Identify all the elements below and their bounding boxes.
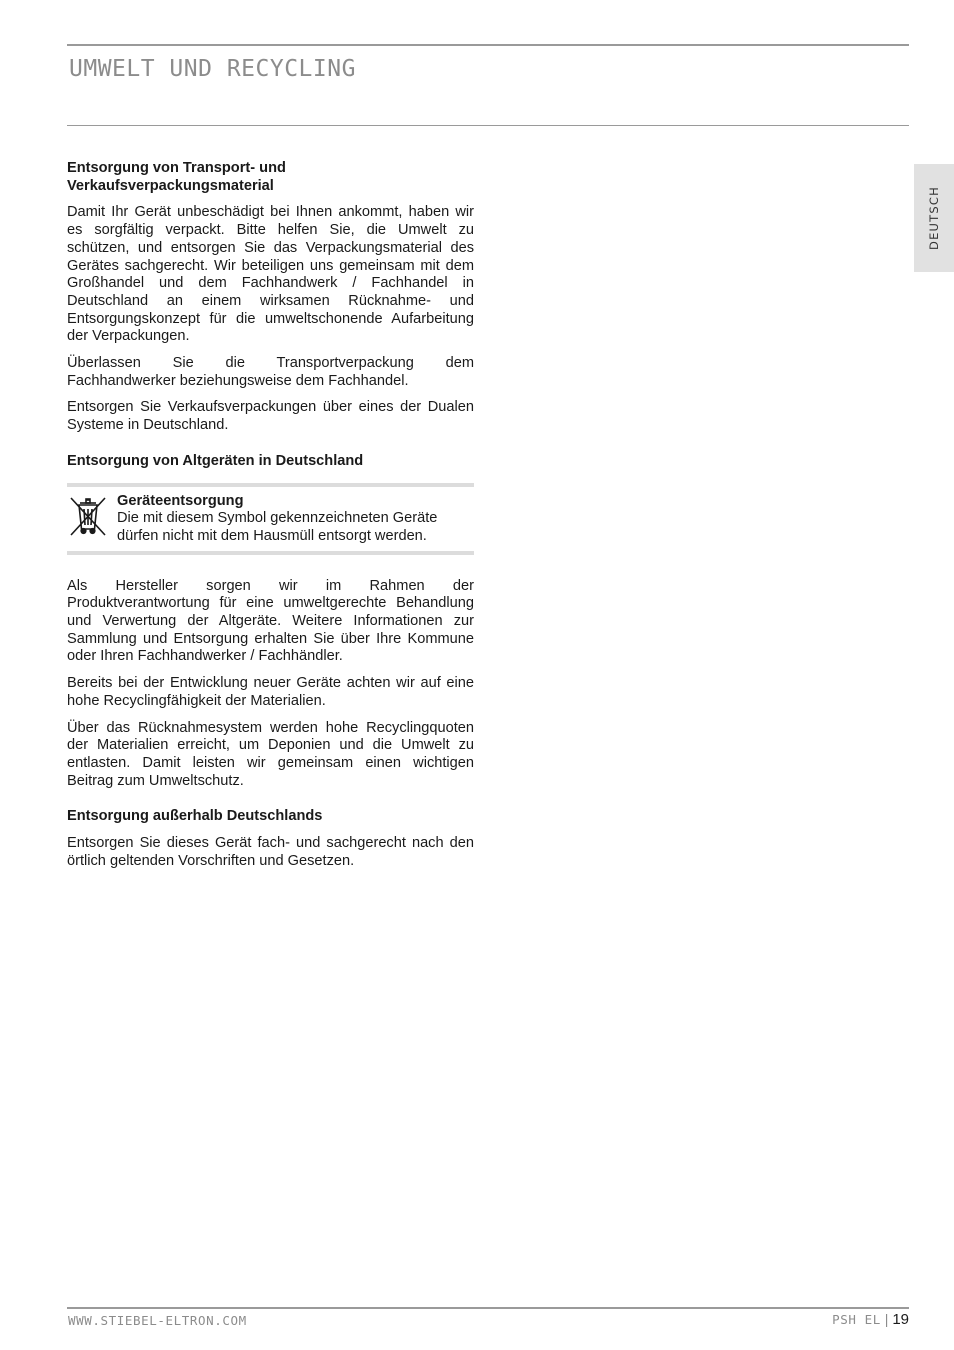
crossed-out-wheelie-bin-icon — [67, 493, 113, 543]
disposal-notice — [67, 483, 474, 555]
paragraph: Entsorgen Sie dieses Gerät fach- und sachgerecht nach den örtlich geltenden Vorschriften und Gesetzen. — [67, 835, 474, 869]
notice-title: Geräteentsorgung — [117, 492, 244, 509]
footer-rule — [67, 1307, 909, 1309]
paragraph: Bereits bei der Entwicklung neuer Geräte achten wir auf eine hohe Recyclingfähigkeit der Materialien. — [67, 675, 474, 709]
main-content — [67, 160, 474, 880]
language-tab — [914, 164, 954, 272]
section-old-devices-germany — [67, 453, 474, 791]
footer-page-info — [832, 1311, 909, 1328]
section-packaging-disposal — [67, 160, 474, 435]
section-heading: Entsorgung außerhalb Deutschlands — [67, 808, 323, 825]
paragraph: Damit Ihr Gerät unbeschädigt bei Ihnen ankommt, haben wir es sorgfältig verpackt. Bitte helfen Sie, die Umwelt zu schützen, und entsorgen Sie das Verpackungsmaterial des Gerätes sachgerecht. Wir beteiligen uns gemeinsam mit dem Großhandel und dem Fachhandwerk / Fachhandel in Deutschland an einem wirksamen Rücknahme- und Entsorgungskonzept für die umweltschonende Aufarbeitung der Verpackungen. — [67, 204, 474, 345]
footer-url: WWW.STIEBEL-ELTRON.COM — [68, 1313, 247, 1328]
paragraph: Als Hersteller sorgen wir im Rahmen der Produktverantwortung für eine umweltgerechte Behandlung und Verwertung der Altgeräte. Weitere Informationen zur Sammlung und Entsorgung erhalten Sie über Ihre Kommune oder Ihren Fachhandwerker / Fachhändler. — [67, 577, 474, 665]
notice-text — [113, 493, 474, 546]
footer-separator: | — [884, 1311, 889, 1327]
section-outside-germany — [67, 808, 474, 870]
page-number: 19 — [892, 1311, 909, 1328]
paragraph: Über das Rücknahmesystem werden hohe Recyclingquoten der Materialien erreicht, um Deponien und die Umwelt zu entlasten. Damit leisten wir gemeinsam einen wichtigen Beitrag zum Umweltschutz. — [67, 719, 474, 789]
page-title: UMWELT UND RECYCLING — [69, 56, 356, 82]
paragraph: Entsorgen Sie Verkaufsverpackungen über eines der Dualen Systeme in Deutschland. — [67, 399, 474, 434]
notice-body: Die mit diesem Symbol gekennzeichneten Geräte dürfen nicht mit dem Hausmüll entsorgt werden. — [117, 510, 438, 544]
language-tab-label: DEUTSCH — [927, 186, 941, 250]
title-rule — [67, 125, 909, 126]
footer-product: PSH EL — [832, 1312, 881, 1327]
section-heading: Entsorgung von Transport- und Verkaufsverpackungsmaterial — [67, 160, 286, 194]
section-heading: Entsorgung von Altgeräten in Deutschland — [67, 452, 364, 469]
paragraph: Überlassen Sie die Transportverpackung dem Fachhandwerker beziehungsweise dem Fachhandel. — [67, 355, 474, 389]
header-rule — [67, 44, 909, 46]
